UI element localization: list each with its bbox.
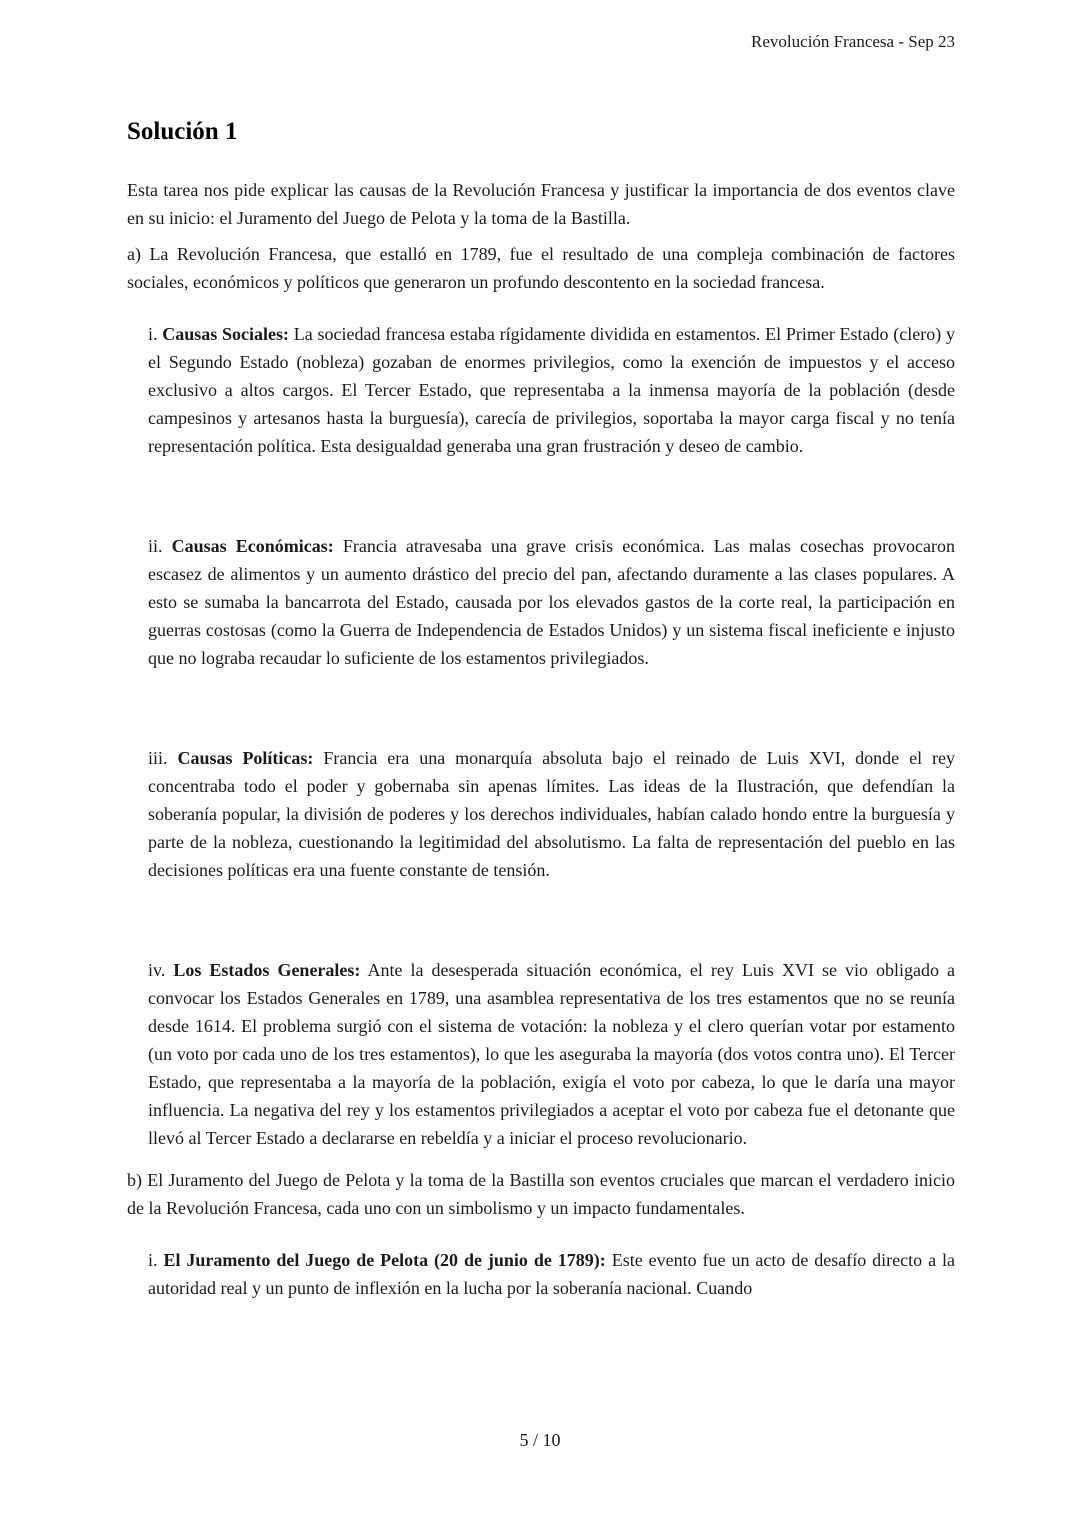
page-title: Solución 1 bbox=[127, 118, 238, 145]
page-number: 5 / 10 bbox=[519, 1430, 561, 1450]
events-list bbox=[148, 1246, 955, 1302]
item-label: Causas Económicas: bbox=[171, 536, 334, 556]
item-marker: iii. bbox=[148, 748, 168, 768]
item-label: El Juramento del Juego de Pelota (20 de junio de 1789): bbox=[163, 1250, 606, 1270]
item-marker: iv. bbox=[148, 960, 166, 980]
item-label: Los Estados Generales: bbox=[173, 960, 361, 980]
page-content bbox=[127, 0, 955, 1316]
list-item-juramento-juego-pelota bbox=[148, 1246, 955, 1302]
causes-list bbox=[148, 320, 955, 1152]
item-marker: ii. bbox=[148, 536, 163, 556]
list-item-causas-economicas bbox=[148, 532, 955, 672]
item-text: La sociedad francesa estaba rígidamente dividida en estamentos. El Primer Estado (clero) y el Segundo Estado (nobleza) gozaban de enormes privilegios, como la exención de impuestos y el acceso exclusivo a altos cargos. El Tercer Estado, que representaba a la inmensa mayoría de la población (desde campesinos y artesanos hasta la burguesía), carecía de privilegios, soportaba la mayor carga fiscal y no tenía representación política. Esta desigualdad generaba una gran frustración y deseo de cambio. bbox=[148, 324, 956, 456]
item-text: Ante la desesperada situación económica, el rey Luis XVI se vio obligado a convocar los Estados Generales en 1789, una asamblea representativa de los tres estamentos que no se reunía desde 1614. El problema surgió con el sistema de votación: la nobleza y el clero querían votar por estamento (un voto por cada uno de los tres estamentos), lo que les aseguraba la mayoría (dos votos contra uno). El Tercer Estado, que representaba a la mayoría de la población, exigía el voto por cabeza, lo que le daría una mayor influencia. La negativa del rey y los estamentos privilegiados a aceptar el voto por cabeza fue el detonante que llevó al Tercer Estado a declararse en rebeldía y a iniciar el proceso revolucionario. bbox=[148, 960, 956, 1148]
item-label: Causas Políticas: bbox=[177, 748, 314, 768]
list-item-estados-generales bbox=[148, 956, 955, 1152]
item-text: Francia atravesaba una grave crisis económica. Las malas cosechas provocaron escasez de alimentos y un aumento drástico del precio del pan, afectando duramente a las clases populares. A esto se sumaba la bancarrota del Estado, causada por los elevados gastos de la corte real, la participación en guerras costosas (como la Guerra de Independencia de Estados Unidos) y un sistema fiscal ineficiente e injusto que no lograba recaudar lo suficiente de los estamentos privilegiados. bbox=[148, 536, 956, 668]
item-text: Este evento fue un acto de desafío directo a la autoridad real y un punto de inflexión en la lucha por la soberanía nacional. Cuando bbox=[148, 1250, 955, 1298]
running-header: Revolución Francesa - Sep 23 bbox=[751, 32, 955, 51]
item-marker: i. bbox=[148, 1250, 158, 1270]
item-marker: i. bbox=[148, 324, 158, 344]
item-text: Francia era una monarquía absoluta bajo el reinado de Luis XVI, donde el rey concentraba todo el poder y gobernaba sin apenas límites. Las ideas de la Ilustración, que defendían la soberanía popular, la división de poderes y los derechos individuales, habían calado hondo entre la burguesía y parte de la nobleza, cuestionando la legitimidad del absolutismo. La falta de representación del pueblo en las decisiones políticas era una fuente constante de tensión. bbox=[148, 748, 956, 880]
paragraph-section-a-lead: a) La Revolución Francesa, que estalló en 1789, fue el resultado de una compleja combinación de factores sociales, económicos y políticos que generaron un profundo descontento en la sociedad francesa. bbox=[127, 244, 955, 292]
paragraph-intro: Esta tarea nos pide explicar las causas de la Revolución Francesa y justificar la importancia de dos eventos clave en su inicio: el Juramento del Juego de Pelota y la toma de la Bastilla. bbox=[127, 180, 955, 228]
item-label: Causas Sociales: bbox=[162, 324, 290, 344]
paragraph-section-b-lead: b) El Juramento del Juego de Pelota y la toma de la Bastilla son eventos cruciales que marcan el verdadero inicio de la Revolución Francesa, cada uno con un simbolismo y un impacto fundamentales. bbox=[127, 1170, 955, 1218]
list-item-causas-politicas bbox=[148, 744, 955, 884]
list-item-causas-sociales bbox=[148, 320, 955, 460]
